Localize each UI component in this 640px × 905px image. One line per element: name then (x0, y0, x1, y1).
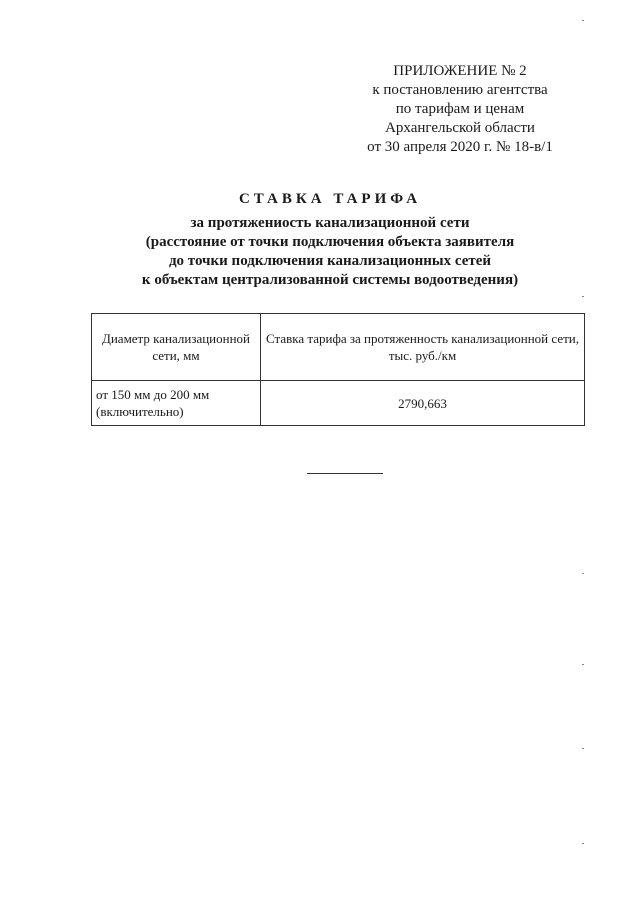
cell-diameter: от 150 мм до 200 мм (включительно) (92, 381, 261, 426)
appendix-ref-line-3: Архангельской области (385, 120, 535, 136)
margin-mark (582, 20, 584, 21)
document-header (350, 62, 570, 157)
title-main: СТАВКА ТАРИФА (238, 191, 422, 207)
cell-rate: 2790,663 (261, 381, 585, 426)
title-line-4: к объектам централизованной системы водоотведения) (141, 272, 519, 288)
table-row (92, 381, 585, 426)
appendix-ref-line-2: по тарифам и ценам (395, 101, 525, 117)
margin-mark (582, 664, 584, 665)
document-title (90, 190, 570, 290)
appendix-date: от 30 апреля 2020 г. № 18-в/1 (367, 139, 553, 155)
margin-mark (582, 748, 584, 749)
appendix-number: ПРИЛОЖЕНИЕ № 2 (393, 63, 527, 79)
margin-mark (582, 573, 584, 574)
title-line-3: до точки подключения канализационных сетей (168, 253, 492, 269)
title-line-1: за протяжениость канализационной сети (190, 215, 470, 231)
margin-mark (582, 843, 584, 844)
header-diameter: Диаметр канализационной сети, мм (92, 314, 261, 381)
header-rate: Ставка тарифа за протяженность канализационной сети, тыс. руб./км (261, 314, 585, 381)
tariff-table (91, 313, 585, 426)
appendix-ref-line-1: к постановлению агентства (372, 82, 548, 98)
margin-mark (582, 296, 584, 297)
end-separator-line (307, 473, 383, 474)
table-header-row (92, 314, 585, 381)
title-line-2: (расстояние от точки подключения объекта заявителя (145, 234, 515, 250)
